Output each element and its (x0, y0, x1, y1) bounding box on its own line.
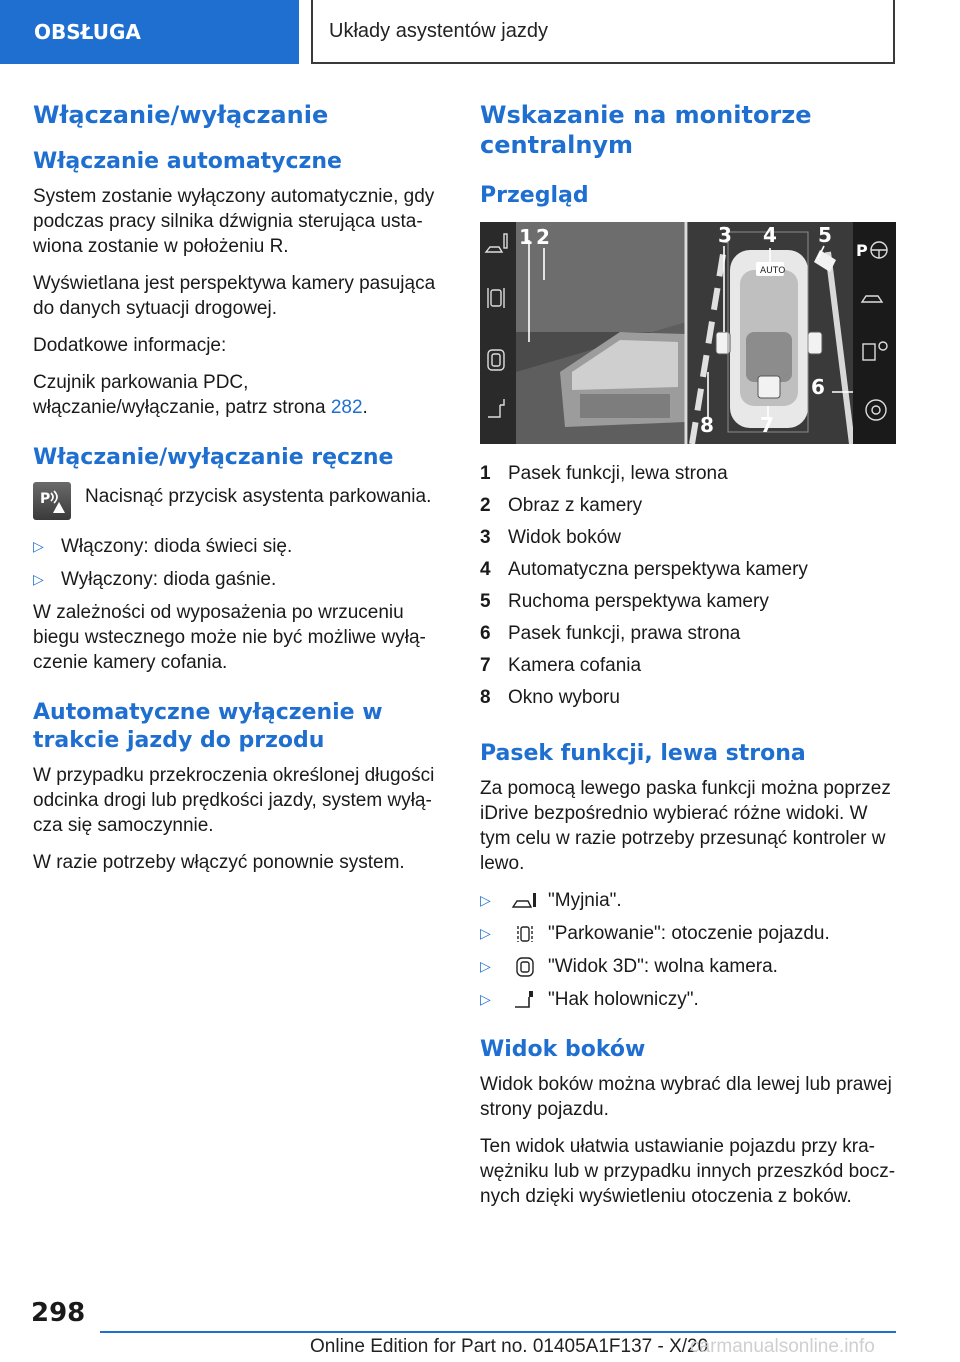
list-item-tow-hitch (480, 987, 898, 1012)
paragraph: Ten widok ułatwia ustawianie pojazdu przy kra-wężniku lub w przypadku innych przeszkód bocz-nych dzięki wyświetleniu otoczenia z boków. (480, 1136, 896, 1207)
heading-central-display: Wskazanie na monitorze centralnym (480, 101, 812, 159)
triangle-bullet-icon: ▷ (480, 892, 491, 908)
callout-2: 2 (536, 225, 550, 249)
heading-manual: Włączanie/wyłączanie ręczne (33, 445, 394, 470)
legend-item (480, 458, 898, 490)
paragraph: Wyświetlana jest perspektywa kamery pasująca do danych sytuacji drogowej. (33, 273, 436, 319)
right-column (480, 100, 898, 1221)
triangle-bullet-icon: ▷ (480, 958, 491, 974)
svg-text:P: P (40, 491, 51, 507)
legend-item (480, 682, 898, 714)
list-item-text: "Hak holowniczy". (548, 989, 699, 1010)
triangle-bullet-icon: ▷ (480, 991, 491, 1007)
legend-number: 8 (480, 687, 491, 708)
view-3d-icon (508, 956, 542, 978)
list-item-text: Wyłączony: dioda gaśnie. (61, 569, 277, 590)
paragraph-pdc-reference (33, 370, 438, 420)
parking-surroundings-icon (508, 923, 542, 945)
legend-number: 1 (480, 463, 491, 484)
callout-3: 3 (718, 223, 732, 247)
reference-end: . (362, 397, 368, 418)
auto-badge: AUTO (760, 266, 786, 276)
legend-text: Pasek funkcji, prawa strona (508, 623, 741, 644)
legend-text: Widok boków (508, 527, 621, 548)
list-item (33, 534, 438, 559)
callout-6: 6 (811, 375, 825, 399)
triangle-bullet-icon: ▷ (33, 538, 44, 554)
triangle-bullet-icon: ▷ (480, 925, 491, 941)
legend-number: 4 (480, 559, 491, 580)
heading-switching: Włączanie/wyłączanie (33, 101, 329, 129)
legend-text: Okno wyboru (508, 687, 620, 708)
chapter-title: Układy asystentów jazdy (311, 0, 895, 64)
legend-number: 6 (480, 623, 491, 644)
legend-item (480, 586, 898, 618)
heading-side-view: Widok boków (480, 1037, 646, 1062)
page-link-282[interactable]: 282 (330, 397, 363, 418)
legend-text: Pasek funkcji, lewa strona (508, 463, 728, 484)
list-item (33, 567, 438, 592)
callout-8: 8 (700, 413, 714, 437)
heading-automatic-on: Włączanie automatyczne (33, 149, 342, 174)
section-tab: OBSŁUGA (0, 0, 299, 64)
callout-1: 1 (519, 225, 533, 249)
list-item-parking (480, 921, 898, 946)
legend-item (480, 554, 898, 586)
heading-overview: Przegląd (480, 183, 589, 208)
left-column (33, 100, 438, 887)
reference-text: Czujnik parkowania PDC, włączanie/wyłączanie, patrz strona (33, 372, 331, 418)
figure-legend (480, 458, 898, 714)
footer-rule (100, 1331, 896, 1333)
parking-assistant-button-icon (33, 482, 71, 520)
paragraph: W przypadku przekroczenia określonej długości odcinka drogi lub prędkości jazdy, system wyłą-cza się samoczynnie. (33, 765, 435, 836)
heading-left-function-bar: Pasek funkcji, lewa strona (480, 741, 806, 766)
edition-text: Online Edition for Part no. 01405A1F137 - X/20 (310, 1336, 709, 1357)
callout-5: 5 (818, 223, 832, 247)
legend-item (480, 490, 898, 522)
button-instruction-text: Nacisnąć przycisk asystenta parkowania. (85, 486, 432, 507)
legend-text: Kamera cofania (508, 655, 642, 676)
paragraph: W razie potrzeby włączyć ponownie system. (33, 852, 405, 873)
heading-forward-off: Automatyczne wyłączenie w trakcie jazdy do przodu (33, 700, 383, 753)
paragraph: Widok boków można wybrać dla lewej lub prawej strony pojazdu. (480, 1074, 892, 1120)
p-badge: P (856, 241, 868, 260)
legend-item (480, 618, 898, 650)
list-item-car-wash (480, 888, 898, 913)
list-item-text: "Widok 3D": wolna kamera. (548, 956, 778, 977)
list-item-3d-view (480, 954, 898, 979)
paragraph: W zależności od wyposażenia po wrzuceniu biegu wstecznego może nie być możliwe wyłą-czenie kamery cofania. (33, 602, 426, 673)
page-number: 298 (31, 1298, 86, 1328)
camera-display-illustration (480, 222, 896, 444)
watermark: carmanualsonline.info (690, 1336, 875, 1357)
legend-text: Automatyczna perspektywa kamery (508, 559, 808, 580)
tow-hitch-icon (508, 989, 542, 1011)
button-instruction (33, 482, 438, 520)
list-item-text: "Parkowanie": otoczenie pojazdu. (548, 923, 830, 944)
callout-4: 4 (763, 223, 777, 247)
legend-text: Ruchoma perspektywa kamery (508, 591, 769, 612)
paragraph: System zostanie wyłączony automatycznie, gdy podczas pracy silnika dźwignia sterująca usta-wiona zostanie w położeniu R. (33, 186, 435, 257)
paragraph: Za pomocą lewego paska funkcji można poprzez iDrive bezpośrednio wybierać różne widoki. W tym celu w razie potrzeby przesunąć kontroler w lewo. (480, 778, 891, 874)
list-item-text: "Myjnia". (548, 890, 622, 911)
callout-7: 7 (760, 413, 774, 437)
camera-display-figure (480, 222, 896, 444)
legend-number: 5 (480, 591, 491, 612)
legend-text: Obraz z kamery (508, 495, 643, 516)
legend-number: 2 (480, 495, 491, 516)
paragraph: Dodatkowe informacje: (33, 335, 227, 356)
triangle-bullet-icon: ▷ (33, 571, 44, 587)
legend-number: 3 (480, 527, 491, 548)
legend-item (480, 522, 898, 554)
legend-number: 7 (480, 655, 491, 676)
legend-item (480, 650, 898, 682)
car-wash-icon (508, 890, 542, 912)
list-item-text: Włączony: dioda świeci się. (61, 536, 293, 557)
